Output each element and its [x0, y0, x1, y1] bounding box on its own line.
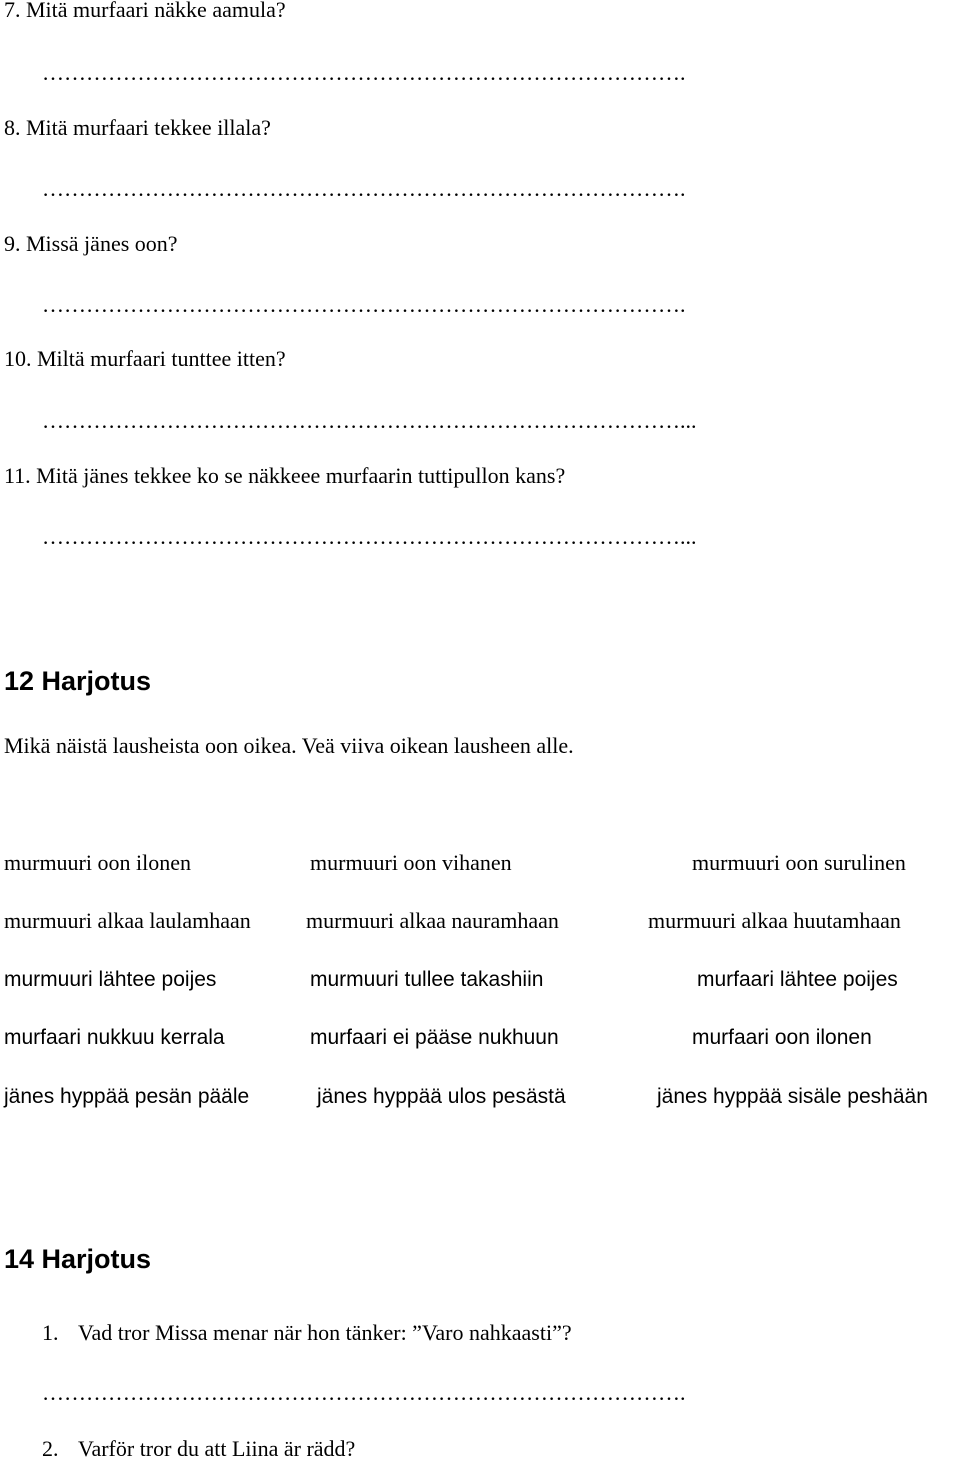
- option-row1-col3[interactable]: murmuuri oon surulinen: [692, 850, 906, 875]
- question-11: 11. Mitä jänes tekkee ko se näkkeee murfaarin tuttipullon kans?: [4, 463, 566, 488]
- answer-line-10[interactable]: ……………………………………………………………………………...: [42, 408, 697, 433]
- option-row2-col2[interactable]: murmuuri alkaa nauramhaan: [306, 908, 559, 933]
- option-row5-col3[interactable]: jänes hyppää sisäle peshään: [657, 1085, 928, 1108]
- option-row1-col1[interactable]: murmuuri oon ilonen: [4, 850, 191, 875]
- exercise-14-question-2: [42, 1438, 355, 1460]
- option-row3-col2[interactable]: murmuuri tullee takashiin: [310, 968, 544, 991]
- option-row1-col2[interactable]: murmuuri oon vihanen: [310, 850, 512, 875]
- question-10: 10. Miltä murfaari tunttee itten?: [4, 346, 286, 371]
- question-8: 8. Mitä murfaari tekkee illala?: [4, 115, 271, 140]
- question-number: 2.: [42, 1436, 59, 1461]
- answer-line-11[interactable]: ……………………………………………………………………………...: [42, 524, 697, 549]
- question-text: Varför tror du att Liina är rädd?: [78, 1436, 356, 1461]
- option-row3-col3[interactable]: murfaari lähtee poijes: [697, 968, 898, 991]
- question-number: 1.: [42, 1320, 59, 1345]
- exercise-12-instruction: Mikä näistä lausheista oon oikea. Veä viiva oikean lausheen alle.: [4, 733, 574, 758]
- answer-line-8[interactable]: …………………………………………………………………………….: [42, 176, 686, 201]
- exercise-14-answer-line-1[interactable]: …………………………………………………………………………….: [42, 1380, 686, 1405]
- option-row3-col1[interactable]: murmuuri lähtee poijes: [4, 968, 217, 991]
- answer-line-7[interactable]: …………………………………………………………………………….: [42, 60, 686, 85]
- exercise-14-heading: 14 Harjotus: [4, 1244, 152, 1274]
- option-row2-col3[interactable]: murmuuri alkaa huutamhaan: [648, 908, 901, 933]
- option-row5-col1[interactable]: jänes hyppää pesän pääle: [4, 1085, 250, 1108]
- answer-line-9[interactable]: …………………………………………………………………………….: [42, 292, 686, 317]
- question-text: Vad tror Missa menar när hon tänker: ”Varo nahkaasti”?: [78, 1320, 572, 1345]
- exercise-14-question-1: [42, 1322, 572, 1344]
- option-row5-col2[interactable]: jänes hyppää ulos pesästä: [317, 1085, 566, 1108]
- question-7: 7. Mitä murfaari näkke aamula?: [4, 0, 286, 22]
- option-row2-col1[interactable]: murmuuri alkaa laulamhaan: [4, 908, 251, 933]
- option-row4-col1[interactable]: murfaari nukkuu kerrala: [4, 1026, 225, 1049]
- option-row4-col2[interactable]: murfaari ei pääse nukhuun: [310, 1026, 559, 1049]
- option-row4-col3[interactable]: murfaari oon ilonen: [692, 1026, 872, 1049]
- question-9: 9. Missä jänes oon?: [4, 231, 178, 256]
- exercise-12-heading: 12 Harjotus: [4, 666, 152, 696]
